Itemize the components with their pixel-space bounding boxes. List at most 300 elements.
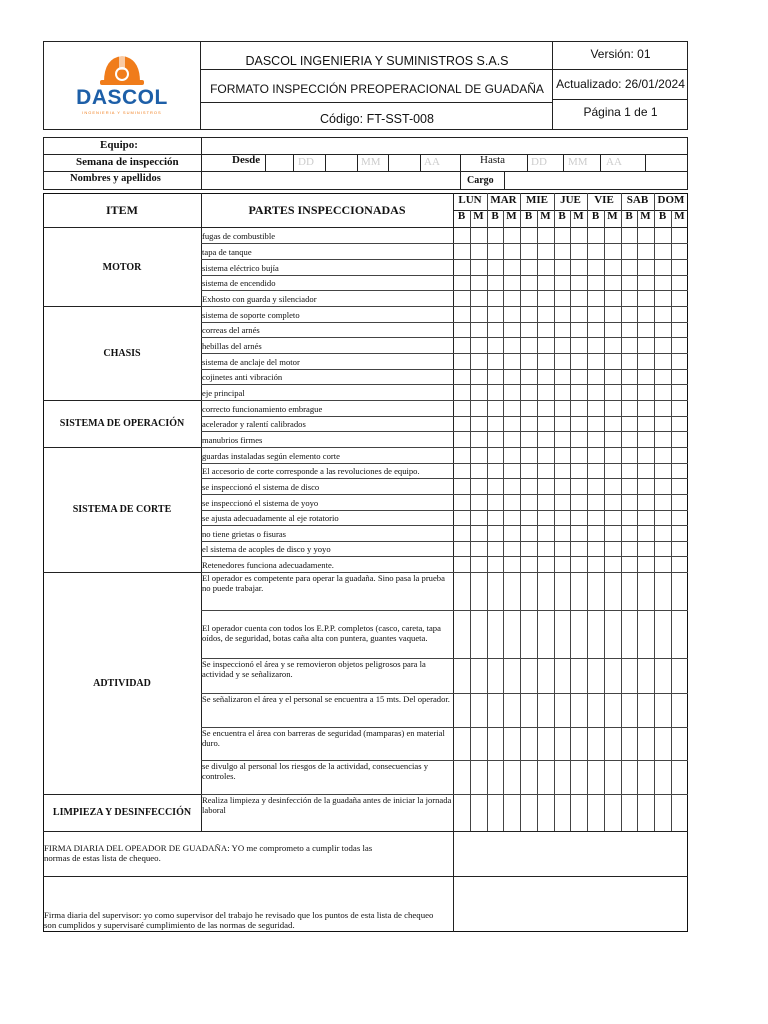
check-cell[interactable] (588, 385, 604, 400)
check-cell[interactable] (588, 694, 604, 727)
desde-dd-placeholder[interactable]: DD (298, 156, 314, 168)
check-cell[interactable] (521, 728, 537, 760)
check-cell[interactable] (538, 495, 554, 510)
check-cell[interactable] (538, 354, 554, 369)
hasta-dd-placeholder[interactable]: DD (531, 156, 547, 168)
check-cell[interactable] (638, 511, 654, 525)
check-cell[interactable] (555, 479, 570, 494)
check-cell[interactable] (488, 495, 503, 510)
check-cell[interactable] (488, 557, 503, 572)
check-cell[interactable] (504, 573, 520, 610)
check-cell[interactable] (504, 728, 520, 760)
check-cell[interactable] (672, 354, 688, 369)
check-cell[interactable] (454, 260, 470, 275)
check-cell[interactable] (672, 659, 688, 693)
check-cell[interactable] (655, 385, 671, 400)
check-cell[interactable] (454, 728, 470, 760)
check-cell[interactable] (555, 229, 570, 243)
check-cell[interactable] (638, 276, 654, 290)
check-cell[interactable] (588, 229, 604, 243)
check-cell[interactable] (521, 370, 537, 384)
check-cell[interactable] (504, 370, 520, 384)
check-cell[interactable] (672, 511, 688, 525)
check-cell[interactable] (605, 464, 621, 478)
check-cell[interactable] (588, 728, 604, 760)
check-cell[interactable] (504, 260, 520, 275)
check-cell[interactable] (454, 464, 470, 478)
check-cell[interactable] (638, 611, 654, 658)
check-cell[interactable] (672, 526, 688, 541)
check-cell[interactable] (555, 542, 570, 556)
check-cell[interactable] (538, 370, 554, 384)
check-cell[interactable] (588, 659, 604, 693)
check-cell[interactable] (471, 479, 487, 494)
check-cell[interactable] (538, 338, 554, 353)
check-cell[interactable] (672, 370, 688, 384)
check-cell[interactable] (571, 354, 587, 369)
check-cell[interactable] (538, 761, 554, 794)
check-cell[interactable] (454, 307, 470, 322)
check-cell[interactable] (622, 573, 637, 610)
check-cell[interactable] (555, 761, 570, 794)
check-cell[interactable] (588, 573, 604, 610)
check-cell[interactable] (471, 526, 487, 541)
check-cell[interactable] (504, 307, 520, 322)
check-cell[interactable] (538, 728, 554, 760)
check-cell[interactable] (521, 432, 537, 447)
check-cell[interactable] (555, 417, 570, 431)
check-cell[interactable] (571, 659, 587, 693)
check-cell[interactable] (605, 659, 621, 693)
check-cell[interactable] (605, 417, 621, 431)
check-cell[interactable] (622, 795, 637, 831)
check-cell[interactable] (672, 417, 688, 431)
check-cell[interactable] (622, 464, 637, 478)
check-cell[interactable] (622, 401, 637, 416)
check-cell[interactable] (504, 385, 520, 400)
check-cell[interactable] (622, 229, 637, 243)
check-cell[interactable] (504, 417, 520, 431)
check-cell[interactable] (672, 557, 688, 572)
check-cell[interactable] (672, 229, 688, 243)
check-cell[interactable] (672, 728, 688, 760)
check-cell[interactable] (488, 323, 503, 337)
check-cell[interactable] (672, 479, 688, 494)
check-cell[interactable] (555, 557, 570, 572)
check-cell[interactable] (588, 276, 604, 290)
check-cell[interactable] (454, 495, 470, 510)
check-cell[interactable] (488, 479, 503, 494)
check-cell[interactable] (571, 464, 587, 478)
check-cell[interactable] (521, 276, 537, 290)
check-cell[interactable] (521, 354, 537, 369)
check-cell[interactable] (538, 659, 554, 693)
check-cell[interactable] (571, 795, 587, 831)
check-cell[interactable] (521, 244, 537, 259)
check-cell[interactable] (521, 526, 537, 541)
check-cell[interactable] (622, 370, 637, 384)
check-cell[interactable] (638, 323, 654, 337)
check-cell[interactable] (488, 542, 503, 556)
check-cell[interactable] (672, 448, 688, 463)
check-cell[interactable] (588, 244, 604, 259)
check-cell[interactable] (605, 526, 621, 541)
check-cell[interactable] (538, 260, 554, 275)
check-cell[interactable] (471, 385, 487, 400)
check-cell[interactable] (538, 432, 554, 447)
check-cell[interactable] (638, 448, 654, 463)
check-cell[interactable] (471, 659, 487, 693)
check-cell[interactable] (588, 354, 604, 369)
check-cell[interactable] (638, 229, 654, 243)
check-cell[interactable] (622, 323, 637, 337)
check-cell[interactable] (571, 432, 587, 447)
check-cell[interactable] (454, 354, 470, 369)
check-cell[interactable] (605, 448, 621, 463)
check-cell[interactable] (588, 495, 604, 510)
desde-mm-placeholder[interactable]: MM (361, 156, 381, 168)
check-cell[interactable] (605, 291, 621, 306)
check-cell[interactable] (605, 728, 621, 760)
check-cell[interactable] (504, 229, 520, 243)
check-cell[interactable] (605, 573, 621, 610)
check-cell[interactable] (555, 432, 570, 447)
check-cell[interactable] (488, 432, 503, 447)
check-cell[interactable] (638, 260, 654, 275)
check-cell[interactable] (454, 229, 470, 243)
check-cell[interactable] (471, 291, 487, 306)
check-cell[interactable] (655, 354, 671, 369)
check-cell[interactable] (521, 448, 537, 463)
check-cell[interactable] (504, 276, 520, 290)
check-cell[interactable] (638, 479, 654, 494)
check-cell[interactable] (555, 464, 570, 478)
check-cell[interactable] (622, 694, 637, 727)
check-cell[interactable] (638, 694, 654, 727)
check-cell[interactable] (638, 417, 654, 431)
check-cell[interactable] (588, 526, 604, 541)
check-cell[interactable] (638, 526, 654, 541)
check-cell[interactable] (571, 511, 587, 525)
check-cell[interactable] (638, 401, 654, 416)
check-cell[interactable] (538, 401, 554, 416)
check-cell[interactable] (454, 542, 470, 556)
check-cell[interactable] (605, 229, 621, 243)
check-cell[interactable] (538, 573, 554, 610)
check-cell[interactable] (588, 611, 604, 658)
check-cell[interactable] (471, 276, 487, 290)
check-cell[interactable] (454, 323, 470, 337)
check-cell[interactable] (622, 761, 637, 794)
check-cell[interactable] (672, 542, 688, 556)
check-cell[interactable] (454, 526, 470, 541)
check-cell[interactable] (471, 728, 487, 760)
check-cell[interactable] (655, 370, 671, 384)
check-cell[interactable] (454, 557, 470, 572)
check-cell[interactable] (521, 417, 537, 431)
hasta-aa-placeholder[interactable]: AA (606, 156, 622, 168)
check-cell[interactable] (655, 244, 671, 259)
check-cell[interactable] (454, 385, 470, 400)
check-cell[interactable] (638, 307, 654, 322)
check-cell[interactable] (605, 495, 621, 510)
check-cell[interactable] (488, 464, 503, 478)
check-cell[interactable] (638, 432, 654, 447)
check-cell[interactable] (471, 573, 487, 610)
check-cell[interactable] (588, 401, 604, 416)
check-cell[interactable] (605, 401, 621, 416)
check-cell[interactable] (672, 401, 688, 416)
check-cell[interactable] (571, 479, 587, 494)
check-cell[interactable] (622, 244, 637, 259)
check-cell[interactable] (504, 291, 520, 306)
check-cell[interactable] (622, 557, 637, 572)
check-cell[interactable] (504, 401, 520, 416)
check-cell[interactable] (622, 495, 637, 510)
check-cell[interactable] (588, 795, 604, 831)
check-cell[interactable] (571, 401, 587, 416)
check-cell[interactable] (605, 694, 621, 727)
check-cell[interactable] (571, 338, 587, 353)
check-cell[interactable] (588, 464, 604, 478)
check-cell[interactable] (471, 611, 487, 658)
check-cell[interactable] (538, 385, 554, 400)
check-cell[interactable] (521, 323, 537, 337)
check-cell[interactable] (454, 659, 470, 693)
check-cell[interactable] (521, 511, 537, 525)
check-cell[interactable] (488, 307, 503, 322)
check-cell[interactable] (655, 495, 671, 510)
check-cell[interactable] (638, 795, 654, 831)
check-cell[interactable] (571, 495, 587, 510)
check-cell[interactable] (672, 385, 688, 400)
check-cell[interactable] (504, 464, 520, 478)
check-cell[interactable] (655, 694, 671, 727)
check-cell[interactable] (521, 291, 537, 306)
check-cell[interactable] (488, 728, 503, 760)
check-cell[interactable] (521, 495, 537, 510)
check-cell[interactable] (672, 573, 688, 610)
check-cell[interactable] (655, 307, 671, 322)
check-cell[interactable] (454, 448, 470, 463)
check-cell[interactable] (454, 244, 470, 259)
check-cell[interactable] (488, 354, 503, 369)
check-cell[interactable] (571, 526, 587, 541)
check-cell[interactable] (622, 448, 637, 463)
check-cell[interactable] (622, 728, 637, 760)
check-cell[interactable] (571, 728, 587, 760)
check-cell[interactable] (672, 260, 688, 275)
check-cell[interactable] (555, 526, 570, 541)
check-cell[interactable] (588, 511, 604, 525)
check-cell[interactable] (504, 432, 520, 447)
check-cell[interactable] (454, 761, 470, 794)
check-cell[interactable] (488, 511, 503, 525)
supervisor-signature-field[interactable] (454, 877, 687, 931)
check-cell[interactable] (488, 260, 503, 275)
check-cell[interactable] (504, 323, 520, 337)
check-cell[interactable] (555, 611, 570, 658)
check-cell[interactable] (622, 432, 637, 447)
check-cell[interactable] (488, 370, 503, 384)
check-cell[interactable] (471, 557, 487, 572)
check-cell[interactable] (538, 229, 554, 243)
nombres-field[interactable] (202, 172, 460, 189)
check-cell[interactable] (504, 479, 520, 494)
check-cell[interactable] (672, 276, 688, 290)
check-cell[interactable] (605, 479, 621, 494)
check-cell[interactable] (555, 276, 570, 290)
check-cell[interactable] (571, 276, 587, 290)
check-cell[interactable] (571, 229, 587, 243)
check-cell[interactable] (555, 795, 570, 831)
check-cell[interactable] (471, 795, 487, 831)
check-cell[interactable] (571, 417, 587, 431)
check-cell[interactable] (521, 479, 537, 494)
check-cell[interactable] (638, 291, 654, 306)
check-cell[interactable] (504, 244, 520, 259)
check-cell[interactable] (672, 761, 688, 794)
check-cell[interactable] (471, 354, 487, 369)
check-cell[interactable] (488, 573, 503, 610)
check-cell[interactable] (571, 448, 587, 463)
check-cell[interactable] (605, 338, 621, 353)
check-cell[interactable] (521, 401, 537, 416)
check-cell[interactable] (521, 338, 537, 353)
check-cell[interactable] (672, 323, 688, 337)
check-cell[interactable] (638, 354, 654, 369)
check-cell[interactable] (504, 526, 520, 541)
check-cell[interactable] (571, 761, 587, 794)
check-cell[interactable] (504, 542, 520, 556)
check-cell[interactable] (488, 526, 503, 541)
check-cell[interactable] (622, 511, 637, 525)
check-cell[interactable] (538, 542, 554, 556)
check-cell[interactable] (504, 557, 520, 572)
check-cell[interactable] (655, 557, 671, 572)
check-cell[interactable] (638, 659, 654, 693)
check-cell[interactable] (521, 557, 537, 572)
check-cell[interactable] (605, 354, 621, 369)
check-cell[interactable] (454, 432, 470, 447)
check-cell[interactable] (538, 276, 554, 290)
check-cell[interactable] (504, 354, 520, 369)
check-cell[interactable] (571, 573, 587, 610)
check-cell[interactable] (488, 244, 503, 259)
check-cell[interactable] (471, 229, 487, 243)
check-cell[interactable] (471, 511, 487, 525)
check-cell[interactable] (555, 354, 570, 369)
check-cell[interactable] (638, 761, 654, 794)
check-cell[interactable] (605, 385, 621, 400)
check-cell[interactable] (672, 795, 688, 831)
check-cell[interactable] (655, 401, 671, 416)
check-cell[interactable] (504, 795, 520, 831)
check-cell[interactable] (588, 432, 604, 447)
check-cell[interactable] (638, 573, 654, 610)
check-cell[interactable] (655, 795, 671, 831)
check-cell[interactable] (555, 694, 570, 727)
check-cell[interactable] (588, 291, 604, 306)
check-cell[interactable] (521, 385, 537, 400)
check-cell[interactable] (655, 611, 671, 658)
check-cell[interactable] (504, 659, 520, 693)
check-cell[interactable] (454, 573, 470, 610)
check-cell[interactable] (655, 338, 671, 353)
check-cell[interactable] (638, 338, 654, 353)
check-cell[interactable] (571, 307, 587, 322)
check-cell[interactable] (521, 260, 537, 275)
check-cell[interactable] (655, 526, 671, 541)
check-cell[interactable] (672, 464, 688, 478)
check-cell[interactable] (622, 260, 637, 275)
check-cell[interactable] (555, 338, 570, 353)
check-cell[interactable] (488, 795, 503, 831)
check-cell[interactable] (571, 542, 587, 556)
check-cell[interactable] (538, 795, 554, 831)
check-cell[interactable] (538, 323, 554, 337)
check-cell[interactable] (655, 542, 671, 556)
check-cell[interactable] (521, 795, 537, 831)
check-cell[interactable] (655, 432, 671, 447)
check-cell[interactable] (638, 542, 654, 556)
check-cell[interactable] (488, 611, 503, 658)
check-cell[interactable] (521, 307, 537, 322)
check-cell[interactable] (605, 511, 621, 525)
check-cell[interactable] (471, 542, 487, 556)
check-cell[interactable] (471, 338, 487, 353)
check-cell[interactable] (571, 260, 587, 275)
check-cell[interactable] (471, 448, 487, 463)
check-cell[interactable] (538, 557, 554, 572)
check-cell[interactable] (555, 659, 570, 693)
cargo-field[interactable] (505, 172, 687, 189)
check-cell[interactable] (538, 307, 554, 322)
check-cell[interactable] (538, 244, 554, 259)
check-cell[interactable] (488, 229, 503, 243)
check-cell[interactable] (521, 542, 537, 556)
desde-aa-placeholder[interactable]: AA (424, 156, 440, 168)
check-cell[interactable] (521, 761, 537, 794)
check-cell[interactable] (672, 291, 688, 306)
check-cell[interactable] (622, 385, 637, 400)
check-cell[interactable] (638, 557, 654, 572)
check-cell[interactable] (605, 432, 621, 447)
check-cell[interactable] (655, 479, 671, 494)
check-cell[interactable] (605, 557, 621, 572)
check-cell[interactable] (521, 694, 537, 727)
check-cell[interactable] (588, 323, 604, 337)
check-cell[interactable] (521, 573, 537, 610)
check-cell[interactable] (521, 464, 537, 478)
check-cell[interactable] (672, 338, 688, 353)
check-cell[interactable] (555, 448, 570, 463)
check-cell[interactable] (571, 385, 587, 400)
check-cell[interactable] (538, 511, 554, 525)
check-cell[interactable] (555, 728, 570, 760)
check-cell[interactable] (571, 694, 587, 727)
check-cell[interactable] (454, 276, 470, 290)
check-cell[interactable] (504, 495, 520, 510)
check-cell[interactable] (605, 307, 621, 322)
check-cell[interactable] (488, 761, 503, 794)
check-cell[interactable] (555, 511, 570, 525)
check-cell[interactable] (555, 385, 570, 400)
check-cell[interactable] (454, 694, 470, 727)
check-cell[interactable] (471, 244, 487, 259)
check-cell[interactable] (588, 417, 604, 431)
check-cell[interactable] (588, 448, 604, 463)
